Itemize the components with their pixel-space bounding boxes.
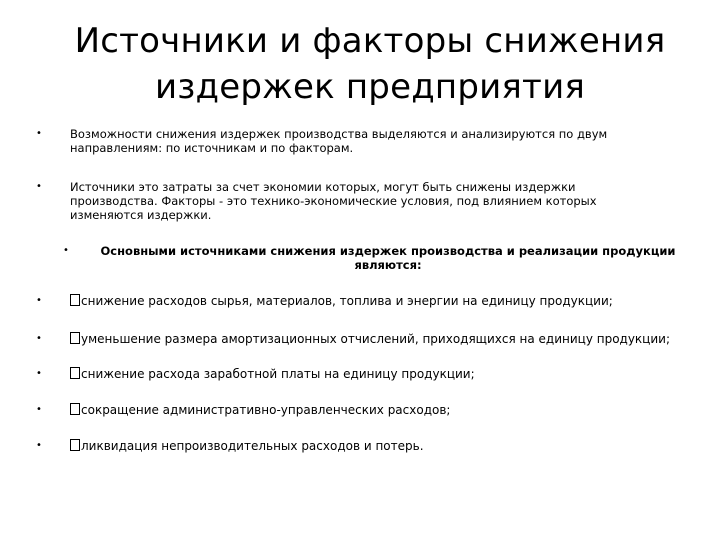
list-item (70, 331, 670, 347)
box-glyph-icon (70, 367, 80, 379)
bullet-icon: • (36, 128, 42, 139)
list-item (70, 293, 613, 309)
list-item (70, 366, 475, 382)
bullet-icon: • (36, 181, 42, 192)
list-item (70, 402, 450, 418)
title-line-2: издержек предприятия (154, 67, 586, 107)
paragraph-definitions: Источники это затраты за счет экономии которых, могут быть снижены издержки производства. Факторы - это технико-экономические условия, под влиянием которых изменяются издержки. (70, 180, 597, 222)
bullet-icon: • (36, 440, 42, 451)
subheading: Основными источниками снижения издержек производства и реализации продукции являются: (100, 244, 676, 272)
list-item-text: сокращение административно-управленческих расходов; (81, 403, 451, 417)
bullet-icon: • (36, 333, 42, 344)
slide-title (60, 18, 680, 110)
paragraph-directions: Возможности снижения издержек производства выделяются и анализируются по двум направлениям: по источникам и по факторам. (70, 127, 608, 155)
bullet-icon: • (36, 404, 42, 415)
list-item-text: уменьшение размера амортизационных отчислений, приходящихся на единицу продукции; (81, 332, 670, 346)
bullet-icon: • (63, 245, 69, 256)
bullet-icon: • (36, 295, 42, 306)
title-line-1: Источники и факторы снижения (74, 21, 666, 61)
list-item (70, 438, 424, 454)
box-glyph-icon (70, 294, 80, 306)
bullet-icon: • (36, 368, 42, 379)
box-glyph-icon (70, 332, 80, 344)
list-item-text: ликвидация непроизводительных расходов и потерь. (81, 439, 424, 453)
box-glyph-icon (70, 439, 80, 451)
box-glyph-icon (70, 403, 80, 415)
list-item-text: снижение расходов сырья, материалов, топлива и энергии на единицу продукции; (81, 294, 613, 308)
list-item-text: снижение расхода заработной платы на единицу продукции; (81, 367, 475, 381)
